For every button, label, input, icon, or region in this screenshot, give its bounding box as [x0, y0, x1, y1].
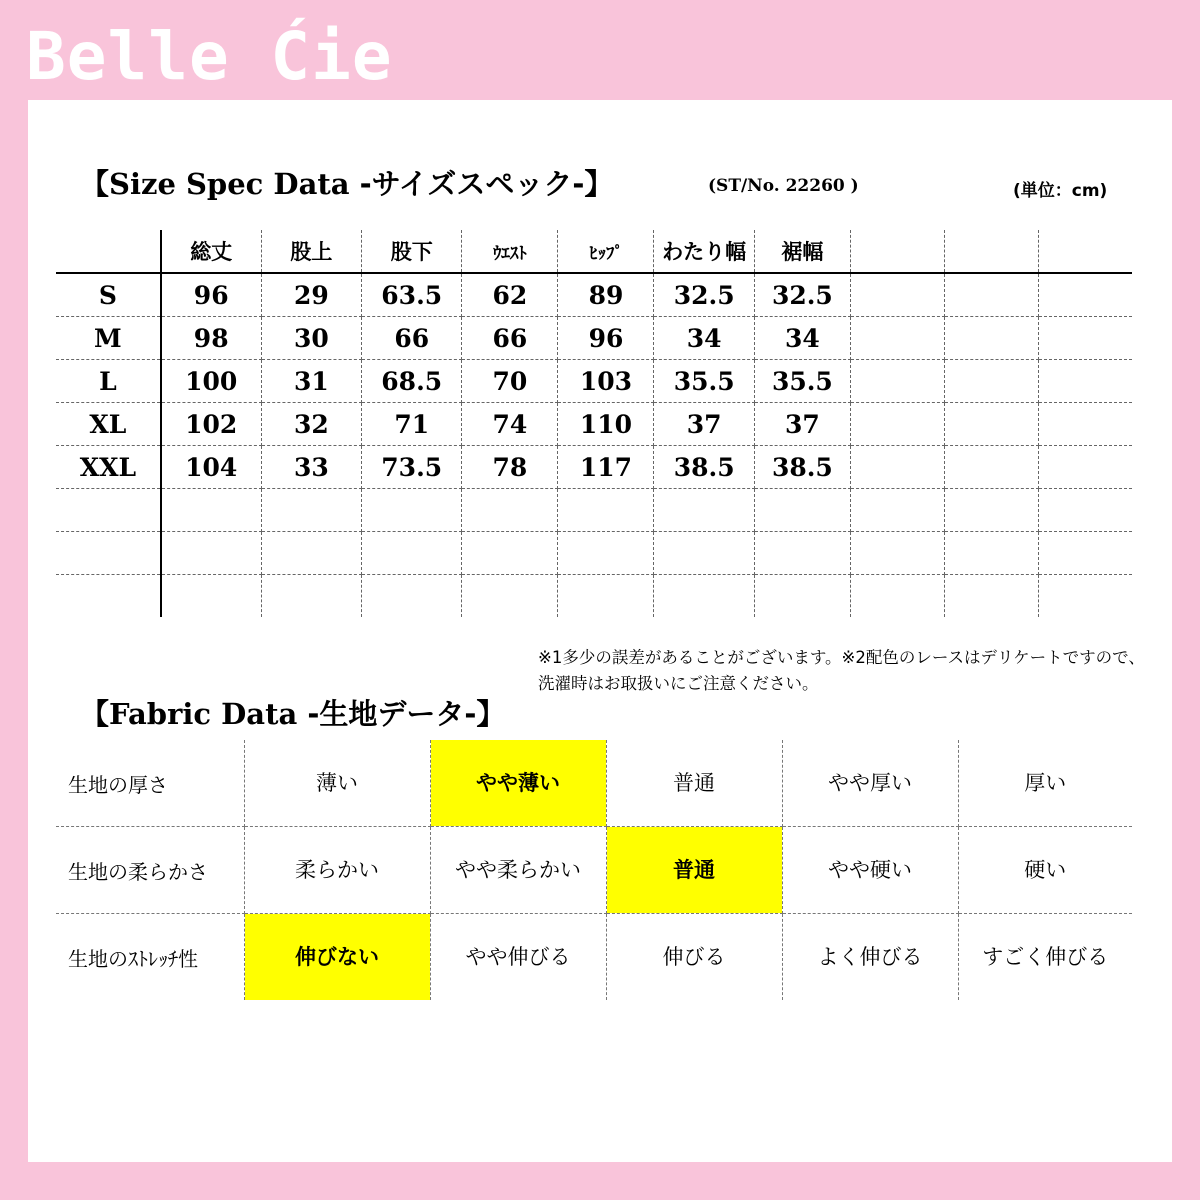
- unit-label: (単位：cm): [1013, 181, 1108, 201]
- cell: [654, 575, 754, 618]
- cell: [558, 532, 654, 575]
- cell: [1038, 575, 1132, 618]
- fabric-option-label: 伸びる: [662, 945, 726, 969]
- cell: [1038, 317, 1132, 360]
- cell: 98: [161, 317, 261, 360]
- cell: 34: [654, 317, 754, 360]
- fabric-option-cell[interactable]: [782, 914, 958, 1001]
- fabric-row-thickness: [56, 740, 1132, 827]
- cell: [462, 489, 558, 532]
- fabric-option-label: すごく伸びる: [982, 945, 1109, 969]
- white-sheet: [28, 100, 1172, 1162]
- cell: [362, 489, 462, 532]
- row-size-label: [56, 532, 161, 575]
- cell: [462, 575, 558, 618]
- fabric-heading-en-text: Fabric Data: [109, 697, 298, 731]
- cell: [850, 489, 944, 532]
- cell: 62: [462, 273, 558, 317]
- fabric-option-label: 硬い: [1024, 858, 1067, 882]
- cell: 104: [161, 446, 261, 489]
- fabric-option-cell-selected[interactable]: [606, 827, 782, 914]
- cell: 35.5: [654, 360, 754, 403]
- cell: 66: [462, 317, 558, 360]
- cell: [850, 273, 944, 317]
- cell: [754, 532, 850, 575]
- table-row: [56, 489, 1132, 532]
- row-size-label: [56, 489, 161, 532]
- cell: 34: [754, 317, 850, 360]
- row-size-label: XXL: [56, 446, 161, 489]
- cell: 103: [558, 360, 654, 403]
- cell: 66: [362, 317, 462, 360]
- cell: [654, 532, 754, 575]
- cell: [850, 532, 944, 575]
- header-cell-4: ｳｴｽﾄ: [462, 230, 558, 273]
- fabric-option-label: 薄い: [316, 771, 358, 795]
- cell: [1038, 532, 1132, 575]
- fabric-option-cell[interactable]: [430, 827, 606, 914]
- cell: 31: [261, 360, 361, 403]
- size-spec-heading: [80, 162, 613, 203]
- cell: 74: [462, 403, 558, 446]
- header-cell-7: 裾幅: [754, 230, 850, 273]
- fabric-row-softness: [56, 827, 1132, 914]
- header-cell-9: [944, 230, 1038, 273]
- row-size-label: L: [56, 360, 161, 403]
- fabric-option-cell[interactable]: [958, 827, 1132, 914]
- row-size-label: S: [56, 273, 161, 317]
- cell: [944, 489, 1038, 532]
- fabric-option-label: 柔らかい: [295, 858, 379, 882]
- fabric-option-label: やや厚い: [828, 771, 912, 795]
- table-row: [56, 446, 1132, 489]
- row-size-label: M: [56, 317, 161, 360]
- cell: 33: [261, 446, 361, 489]
- cell: [362, 532, 462, 575]
- care-notes: ※1多少の誤差があることがございます。※2配色のレースはデリケートですので、洗濯時はお取扱いにご注意ください。: [538, 648, 1145, 693]
- fabric-option-cell[interactable]: [782, 827, 958, 914]
- header-cell-3: 股下: [362, 230, 462, 273]
- heading-jp-text: -サイズスペック-】: [349, 167, 614, 201]
- fabric-option-cell[interactable]: [606, 740, 782, 827]
- table-row: [56, 360, 1132, 403]
- cell: [558, 575, 654, 618]
- cell: 68.5: [362, 360, 462, 403]
- cell: [944, 403, 1038, 446]
- cell: [944, 317, 1038, 360]
- fabric-data-heading: [80, 692, 505, 733]
- fabric-option-cell[interactable]: [958, 740, 1132, 827]
- cell: [850, 317, 944, 360]
- fabric-data-table: [56, 740, 1132, 1000]
- cell: 30: [261, 317, 361, 360]
- fabric-heading-jp-text: -生地データ-】: [297, 697, 506, 731]
- cell: 102: [161, 403, 261, 446]
- cell: [944, 446, 1038, 489]
- cell: 37: [754, 403, 850, 446]
- cell: [754, 575, 850, 618]
- fabric-option-label: 普通: [673, 771, 715, 795]
- cell: [161, 532, 261, 575]
- cell: 96: [161, 273, 261, 317]
- cell: [1038, 489, 1132, 532]
- cell: [654, 489, 754, 532]
- table-row: [56, 575, 1132, 618]
- cell: 37: [654, 403, 754, 446]
- cell: 38.5: [654, 446, 754, 489]
- fabric-option-cell[interactable]: [782, 740, 958, 827]
- cell: [944, 575, 1038, 618]
- table-row: [56, 403, 1132, 446]
- brand-logo: Belle Ćie: [26, 18, 393, 95]
- header-cell-8: [850, 230, 944, 273]
- cell: [850, 360, 944, 403]
- fabric-row-label: 生地の厚さ: [56, 740, 244, 827]
- cell: [944, 360, 1038, 403]
- table-header-row: [56, 230, 1132, 273]
- cell: [1038, 446, 1132, 489]
- cell: 70: [462, 360, 558, 403]
- header-cell-size: [56, 230, 161, 273]
- fabric-option-label: やや硬い: [828, 858, 912, 882]
- fabric-option-cell[interactable]: [244, 827, 430, 914]
- style-number: (ST/No. 22260 ): [708, 176, 859, 196]
- cell: [1038, 273, 1132, 317]
- row-size-label: XL: [56, 403, 161, 446]
- heading-bracket-open: 【: [80, 167, 110, 201]
- table-row: [56, 273, 1132, 317]
- fabric-option-label: やや柔らかい: [455, 858, 581, 882]
- cell: [462, 532, 558, 575]
- cell: 63.5: [362, 273, 462, 317]
- header-cell-5: ﾋｯﾌﾟ: [558, 230, 654, 273]
- cell: [850, 575, 944, 618]
- header-cell-1: 総丈: [161, 230, 261, 273]
- cell: 32.5: [754, 273, 850, 317]
- table-row: [56, 317, 1132, 360]
- cell: 71: [362, 403, 462, 446]
- cell: [1038, 360, 1132, 403]
- fabric-option-label: やや伸びる: [465, 945, 571, 969]
- size-spec-table: [56, 230, 1132, 617]
- fabric-row-stretch: [56, 914, 1132, 1001]
- cell: 35.5: [754, 360, 850, 403]
- heading-en-text: Size Spec Data: [109, 167, 350, 201]
- cell: 38.5: [754, 446, 850, 489]
- cell: [558, 489, 654, 532]
- cell: 32.5: [654, 273, 754, 317]
- cell: 29: [261, 273, 361, 317]
- cell: [754, 489, 850, 532]
- cell: 100: [161, 360, 261, 403]
- cell: 32: [261, 403, 361, 446]
- fabric-heading-bracket-open: 【: [80, 697, 110, 731]
- cell: 78: [462, 446, 558, 489]
- fabric-option-cell[interactable]: [606, 914, 782, 1001]
- cell: 117: [558, 446, 654, 489]
- cell: [161, 489, 261, 532]
- fabric-option-label: 厚い: [1024, 771, 1067, 795]
- cell: [261, 575, 361, 618]
- fabric-option-label: やや薄い: [431, 740, 606, 826]
- fabric-option-cell[interactable]: [430, 914, 606, 1001]
- fabric-option-cell[interactable]: [958, 914, 1132, 1001]
- cell: [261, 532, 361, 575]
- fabric-row-label: 生地のｽﾄﾚｯﾁ性: [56, 914, 244, 1001]
- cell: [362, 575, 462, 618]
- cell: [944, 532, 1038, 575]
- cell: 73.5: [362, 446, 462, 489]
- table-row: [56, 532, 1132, 575]
- header-cell-6: わたり幅: [654, 230, 754, 273]
- cell: 96: [558, 317, 654, 360]
- cell: [850, 403, 944, 446]
- fabric-option-cell[interactable]: [244, 740, 430, 827]
- fabric-option-label: よく伸びる: [817, 945, 923, 969]
- cell: 110: [558, 403, 654, 446]
- fabric-option-cell-selected[interactable]: [430, 740, 606, 827]
- fabric-row-label: 生地の柔らかさ: [56, 827, 244, 914]
- header-cell-2: 股上: [261, 230, 361, 273]
- cell: [161, 575, 261, 618]
- cell: [850, 446, 944, 489]
- fabric-option-label: 伸びない: [245, 914, 430, 1000]
- cell: [1038, 403, 1132, 446]
- fabric-option-cell-selected[interactable]: [244, 914, 430, 1001]
- cell: 89: [558, 273, 654, 317]
- cell: [944, 273, 1038, 317]
- row-size-label: [56, 575, 161, 618]
- header-cell-10: [1038, 230, 1132, 273]
- fabric-option-label: 普通: [607, 827, 782, 913]
- cell: [261, 489, 361, 532]
